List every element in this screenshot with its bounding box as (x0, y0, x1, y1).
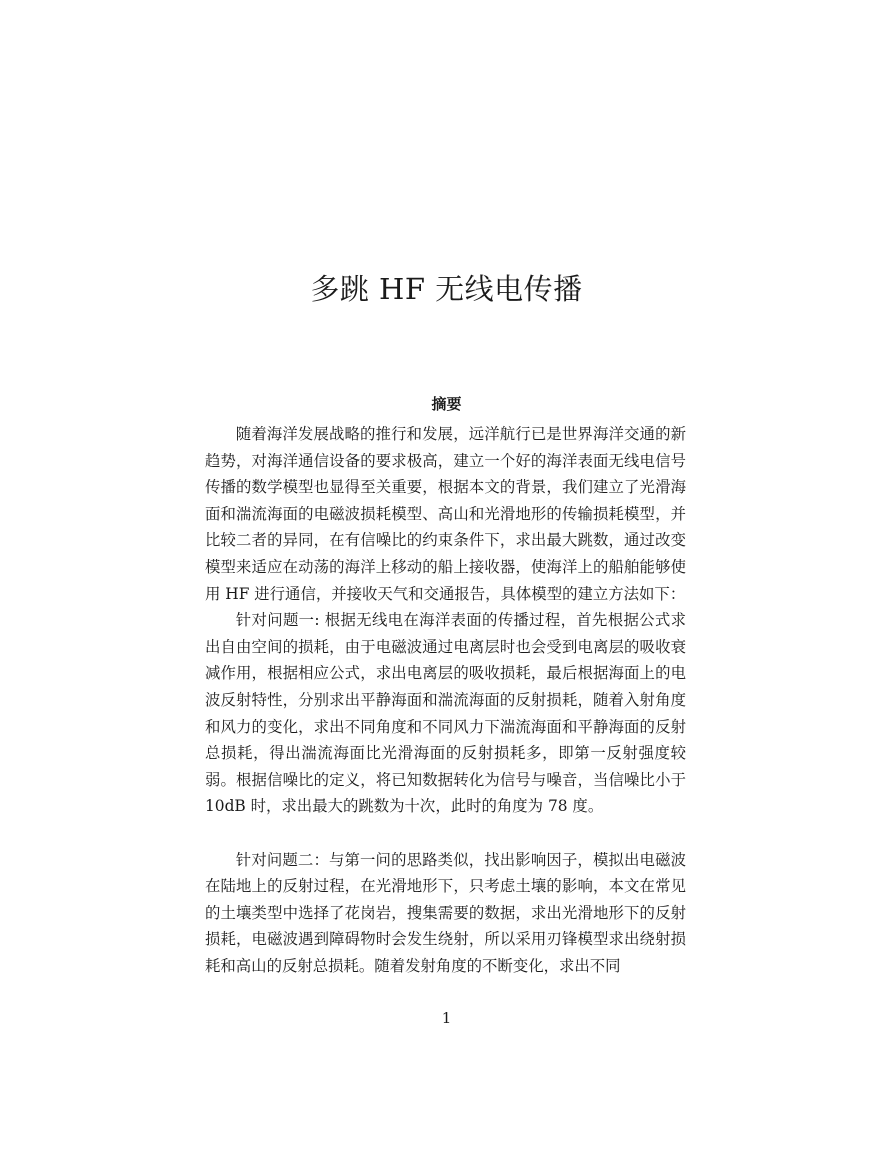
abstract-paragraph-problem-one: 针对问题一: 根据无线电在海洋表面的传播过程，首先根据公式求出自由空间的损耗，由于电磁波通过电离层时也会受到电离层的吸收衰减作用，根据相应公式，求出电离层的吸收损耗，最后根据海面上的电波反射特性，分别求出平静海面和湍流海面的反射损耗，随着入射角度和风力的变化，求出不同角度和不同风力下湍流海面和平静海面的反射总损耗，得出湍流海面比光滑海面的反射损耗多，即第一反射强度较弱。根据信噪比的定义，将已知数据转化为信号与噪音，当信噪比小于 10dB 时，求出最大的跳数为十次，此时的角度为 78 度。 (205, 611, 686, 816)
abstract-paragraph-background: 随着海洋发展战略的推行和发展，远洋航行已是世界海洋交通的新趋势，对海洋通信设备的要求极高，建立一个好的海洋表面无线电信号传播的数学模型也显得至关重要，根据本文的背景，我们建立了光滑海面和湍流海面的电磁波损耗模型、高山和光滑地形的传输损耗模型，并比较二者的异同，在有信噪比的约束条件下，求出最大跳数，通过改变模型来适应在动荡的海洋上移动的船上接收器，使海洋上的船舶能够使用 HF 进行通信，并接收天气和交通报告，具体模型的建立方法如下： (205, 425, 686, 603)
abstract-heading: 摘要 (431, 395, 462, 413)
page-number: 1 (441, 1009, 452, 1027)
abstract-paragraph-problem-two: 针对问题二：与第一问的思路类似，找出影响因子，模拟出电磁波在陆地上的反射过程，在光滑地形下，只考虑土壤的影响，本文在常见的土壤类型中选择了花岗岩，搜集需要的数据，求出光滑地形下的反射损耗，电磁波遇到障碍物时会发生绕射，所以采用刃锋模型求出绕射损耗和高山的反射总损耗。随着发射角度的不断变化，求出不同 (205, 850, 686, 975)
abstract-body (205, 421, 686, 979)
paper-title: 多跳 HF 无线电传播 (310, 272, 583, 307)
